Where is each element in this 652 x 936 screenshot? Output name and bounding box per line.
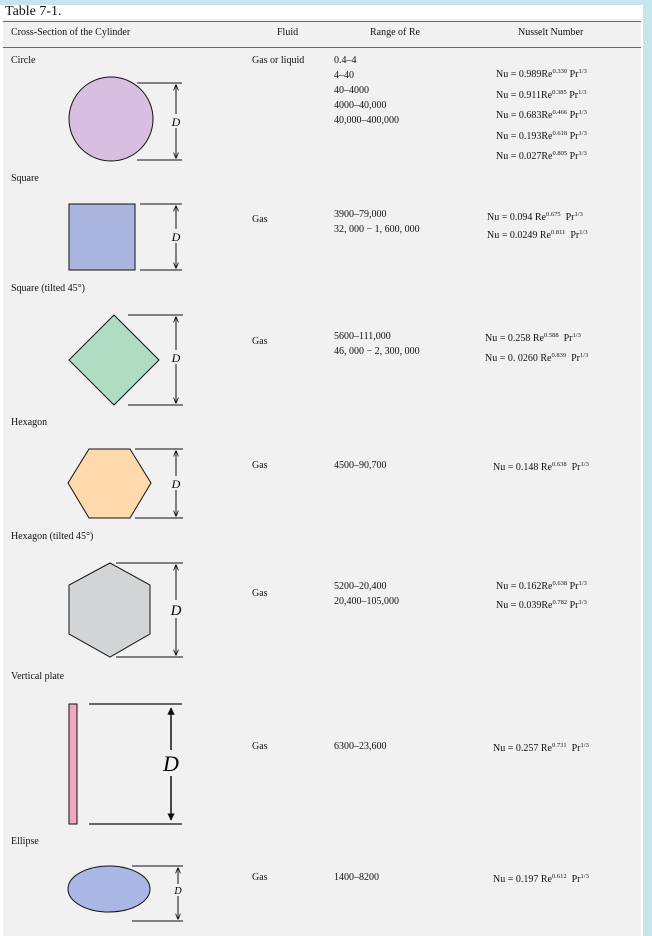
range-value: 1400–8200 <box>334 872 379 883</box>
range-value: 0.4–4 <box>334 55 357 66</box>
row-label-hexagon-tilted: Hexagon (tilted 45°) <box>11 531 94 542</box>
hexagon-figure <box>68 449 183 518</box>
range-value: 4000–40,000 <box>334 100 387 111</box>
ellipse-figure <box>68 866 183 921</box>
fluid-square-tilted: Gas <box>252 336 268 347</box>
range-value: 5200–20,400 <box>334 581 387 592</box>
fluid-hexagon-tilted: Gas <box>252 588 268 599</box>
nusselt-formula: $Nu = 0.027Re^{0.805}$ $Pr^{1/3}$ <box>496 150 587 162</box>
dimension-label: D <box>174 886 182 897</box>
nusselt-formula: Nu = 0.094 $Re^{0.675}$ $Pr^{1/3}$ <box>487 211 583 223</box>
hexagon-tilted-shape <box>69 563 150 657</box>
circle-shape <box>69 77 153 161</box>
range-value: 40–4000 <box>334 85 369 96</box>
fluid-circle: Gas or liquid <box>252 55 305 66</box>
dimension-label: D <box>171 351 181 365</box>
vertical-plate-figure <box>69 704 182 824</box>
range-value: 6300–23,600 <box>334 741 387 752</box>
dimension-label: D <box>171 230 181 244</box>
range-value: 46, 000 − 2, 300, 000 <box>334 346 420 357</box>
fluid-vertical-plate: Gas <box>252 741 268 752</box>
range-value: 4–40 <box>334 70 354 81</box>
range-value: 20,400–105,000 <box>334 596 399 607</box>
fluid-ellipse: Gas <box>252 872 268 883</box>
square-tilted-figure <box>69 315 183 405</box>
header-nusselt: Nusselt Number <box>518 27 584 38</box>
nusselt-formula: $Nu = 0.989Re^{0.330}$ $Pr^{1/3}$ <box>496 68 587 80</box>
nusselt-formula: $Nu = 0.162Re^{0.638}$ $Pr^{1/3}$ <box>496 580 587 592</box>
row-label-square-tilted: Square (tilted 45°) <box>11 283 85 294</box>
nusselt-formula: Nu = 0.257 $Re^{0.731}$ $Pr^{1/3}$ <box>493 742 589 754</box>
row-label-ellipse: Ellipse <box>11 836 39 847</box>
nusselt-formula: Nu = 0.197 $Re^{0.612}$ $Pr^{1/3}$ <box>493 873 589 885</box>
row-label-circle: Circle <box>11 55 36 66</box>
dimension-label: D <box>171 477 181 491</box>
nusselt-formula: Nu = 0.258 $Re^{0.588}$ $Pr^{1/3}$ <box>485 332 581 344</box>
nusselt-formula: $Nu = 0.911Re^{0.385}$ $Pr^{1/3}$ <box>496 88 587 101</box>
nusselt-formula: $Nu = 0.193Re^{0.618}$ $Pr^{1/3}$ <box>496 129 587 142</box>
hexagon-shape <box>68 449 151 518</box>
header-range: Range of Re <box>370 27 420 38</box>
ellipse-shape <box>68 866 150 912</box>
nusselt-formula: Nu = 0. 0260 $Re^{0.839}$ $Pr^{1/3}$ <box>485 351 589 364</box>
row-label-vertical-plate: Vertical plate <box>11 671 65 682</box>
vertical-plate-shape <box>69 704 77 824</box>
nusselt-formula: $Nu = 0.683Re^{0.466}$ $Pr^{1/3}$ <box>496 109 587 121</box>
table-caption: Table 7-1. <box>5 4 62 19</box>
dimension-label: D <box>163 751 179 776</box>
square-tilted-shape <box>69 315 159 405</box>
dimension-label: D <box>170 603 182 619</box>
nusselt-formula: $Nu = 0.039Re^{0.782}$ $Pr^{1/3}$ <box>496 598 587 611</box>
header-fluid: Fluid <box>277 27 299 38</box>
fluid-square: Gas <box>252 214 268 225</box>
row-label-square: Square <box>11 173 39 184</box>
range-value: 4500–90,700 <box>334 460 387 471</box>
nusselt-formula: Nu = 0.0249 $Re^{0.811}$ $Pr^{1/3}$ <box>487 228 588 241</box>
square-shape <box>69 204 135 270</box>
range-value: 5600–111,000 <box>334 331 391 342</box>
row-label-hexagon: Hexagon <box>11 417 48 428</box>
range-value: 40,000–400,000 <box>334 115 399 126</box>
header-cross-section: Cross-Section of the Cylinder <box>11 27 131 38</box>
square-figure <box>69 204 182 270</box>
fluid-hexagon: Gas <box>252 460 268 471</box>
circle-figure <box>69 77 182 161</box>
range-value: 32, 000 − 1, 600, 000 <box>334 224 420 235</box>
dimension-label: D <box>171 115 181 129</box>
range-value: 3900–79,000 <box>334 209 387 220</box>
nusselt-formula: Nu = 0.148 $Re^{0.638}$ $Pr^{1/3}$ <box>493 461 589 473</box>
hexagon-tilted-figure <box>69 563 183 657</box>
